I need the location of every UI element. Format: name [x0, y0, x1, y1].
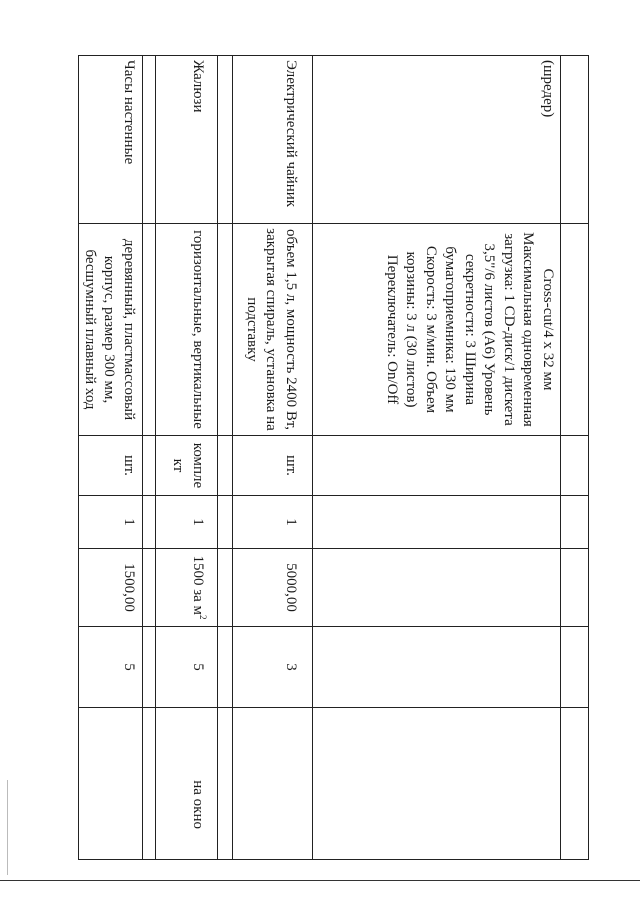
- cell-qty: [561, 496, 589, 549]
- cell-qty: [218, 496, 233, 549]
- cell-name: [561, 56, 589, 224]
- cell-count: [218, 627, 233, 708]
- cell-note: [313, 708, 561, 860]
- cell-spec: горизонтальные, вертикальные: [156, 224, 218, 436]
- table-row: [561, 56, 589, 860]
- cell-count: [561, 627, 589, 708]
- table-row: [156, 56, 218, 860]
- cell-qty: [143, 496, 156, 549]
- cell-count: 5: [156, 627, 218, 708]
- cell-spec: [143, 224, 156, 436]
- cell-name: Электрический чайник: [233, 56, 313, 224]
- cell-unit: [313, 436, 561, 496]
- cell-note: [561, 708, 589, 860]
- cell-price: [313, 549, 561, 627]
- cell-price: 5000,00: [233, 549, 313, 627]
- cell-spec: деревянный, пластмассовый корпус, размер 300 мм, бесшумный плавный ход: [79, 224, 143, 436]
- rotated-table-sheet: [82, 55, 589, 859]
- cell-price: [218, 549, 233, 627]
- cell-qty: [313, 496, 561, 549]
- cell-spec: [218, 224, 233, 436]
- cell-unit: шт.: [79, 436, 143, 496]
- price-value: 1500 за м: [190, 555, 206, 616]
- cell-spec: Cross-cut/4 x 32 мм Максимальная одновременная загрузка: 1 CD-диск/1 дискета 3,5"/6 листов (А6) Уровень секретности: 3 Ширина бумагоприемника: 130 мм Скорость: 3 м/мин. Объем корзины: 3 л (30 листов) Переключатель: On/Off: [313, 224, 561, 436]
- cell-count: [313, 627, 561, 708]
- cell-price: 1500,00: [79, 549, 143, 627]
- cell-qty: 1: [156, 496, 218, 549]
- cell-unit: [561, 436, 589, 496]
- cell-count: [143, 627, 156, 708]
- table-row: [233, 56, 313, 860]
- cell-name: [143, 56, 156, 224]
- table-row: [79, 56, 143, 860]
- table-row: [143, 56, 156, 860]
- cell-spec: [561, 224, 589, 436]
- cell-unit: [143, 436, 156, 496]
- cell-price: [143, 549, 156, 627]
- table-row: [313, 56, 561, 860]
- cell-name: (шредер): [313, 56, 561, 224]
- cell-qty: 1: [233, 496, 313, 549]
- goods-table: [79, 55, 590, 860]
- cell-name: [218, 56, 233, 224]
- cell-count: 3: [233, 627, 313, 708]
- cell-unit: [218, 436, 233, 496]
- cell-note: [79, 708, 143, 860]
- price-unit-sup: 2: [198, 615, 208, 620]
- cell-qty: 1: [79, 496, 143, 549]
- page-bottom-rule: [0, 880, 640, 881]
- cell-price: [156, 549, 218, 627]
- cell-note: [233, 708, 313, 860]
- cell-spec: объем 1,5 л, мощность 2400 Вт, закрытая спираль, установка на подставку: [233, 224, 313, 436]
- cell-unit: комплект: [156, 436, 218, 496]
- cell-count: 5: [79, 627, 143, 708]
- cell-note: [218, 708, 233, 860]
- cell-note: на окно: [156, 708, 218, 860]
- cell-price: [561, 549, 589, 627]
- cell-name: Жалюзи: [156, 56, 218, 224]
- cell-unit: шт.: [233, 436, 313, 496]
- scan-edge-mark: [7, 780, 8, 875]
- cell-name: Часы настенные: [79, 56, 143, 224]
- table-row: [218, 56, 233, 860]
- cell-note: [143, 708, 156, 860]
